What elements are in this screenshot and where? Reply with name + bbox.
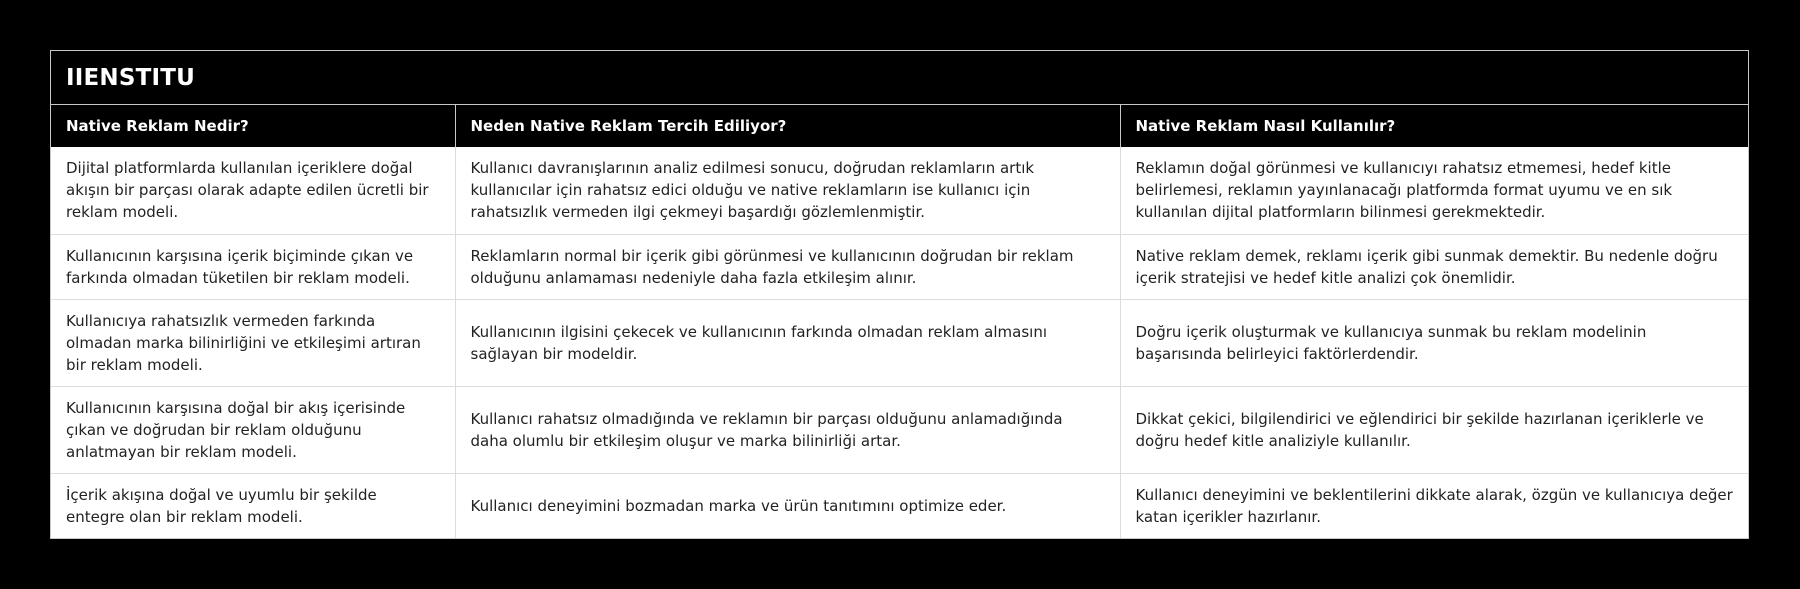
column-header-why-preferred: Neden Native Reklam Tercih Ediliyor?: [455, 105, 1120, 147]
table-cell: Kullanıcı deneyimini bozmadan marka ve ürün tanıtımını optimize eder.: [455, 473, 1120, 538]
column-header-how-used: Native Reklam Nasıl Kullanılır?: [1120, 105, 1748, 147]
table-cell: Kullanıcıya rahatsızlık vermeden farkında olmadan marka bilinirliğini ve etkileşimi artıran bir reklam modeli.: [51, 299, 455, 386]
table-cell: İçerik akışına doğal ve uyumlu bir şekilde entegre olan bir reklam modeli.: [51, 473, 455, 538]
table-cell: Kullanıcı deneyimini ve beklentilerini dikkate alarak, özgün ve kullanıcıya değer katan içerikler hazırlanır.: [1120, 473, 1748, 538]
table-cell: Doğru içerik oluşturmak ve kullanıcıya sunmak bu reklam modelinin başarısında belirleyici faktörlerdendir.: [1120, 299, 1748, 386]
table-cell: Native reklam demek, reklamı içerik gibi sunmak demektir. Bu nedenle doğru içerik stratejisi ve hedef kitle analizi çok önemlidir.: [1120, 234, 1748, 299]
table-cell: Kullanıcı davranışlarının analiz edilmesi sonucu, doğrudan reklamların artık kullanıcılar için rahatsız edici olduğu ve native reklamların ise kullanıcı için rahatsızlık vermeden ilgi çekmeyi başardığı gözlemlenmiştir.: [455, 147, 1120, 234]
table-cell: Kullanıcının ilgisini çekecek ve kullanıcının farkında olmadan reklam almasını sağlayan bir modeldir.: [455, 299, 1120, 386]
table-cell: Kullanıcı rahatsız olmadığında ve reklamın bir parçası olduğunu anlamadığında daha olumlu bir etkileşim oluşur ve marka bilinirliği artar.: [455, 386, 1120, 473]
table-row: [51, 234, 1748, 299]
table-title: IIENSTITU: [51, 51, 1748, 105]
table-cell: Kullanıcının karşısına içerik biçiminde çıkan ve farkında olmadan tüketilen bir reklam modeli.: [51, 234, 455, 299]
comparison-table: [51, 105, 1748, 538]
native-ads-table: [50, 50, 1749, 539]
table-row: [51, 386, 1748, 473]
table-row: [51, 473, 1748, 538]
table-cell: Reklamın doğal görünmesi ve kullanıcıyı rahatsız etmemesi, hedef kitle belirlemesi, reklamın yayınlanacağı platformda format uyumu ve en sık kullanılan dijital platformların bilinmesi gerekmektedir.: [1120, 147, 1748, 234]
table-row: [51, 299, 1748, 386]
table-row: [51, 147, 1748, 234]
table-cell: Dijital platformlarda kullanılan içeriklere doğal akışın bir parçası olarak adapte edilen ücretli bir reklam modeli.: [66, 159, 429, 222]
table-cell: Reklamların normal bir içerik gibi görünmesi ve kullanıcının doğrudan bir reklam olduğunu anlamaması nedeniyle daha fazla etkileşim alınır.: [455, 234, 1120, 299]
table-cell: Kullanıcının karşısına doğal bir akış içerisinde çıkan ve doğrudan bir reklam olduğunu anlatmayan bir reklam modeli.: [51, 386, 455, 473]
header-row: [51, 105, 1748, 147]
column-header-what-is: Native Reklam Nedir?: [51, 105, 455, 147]
table-cell: Dikkat çekici, bilgilendirici ve eğlendirici bir şekilde hazırlanan içeriklerle ve doğru hedef kitle analiziyle kullanılır.: [1120, 386, 1748, 473]
